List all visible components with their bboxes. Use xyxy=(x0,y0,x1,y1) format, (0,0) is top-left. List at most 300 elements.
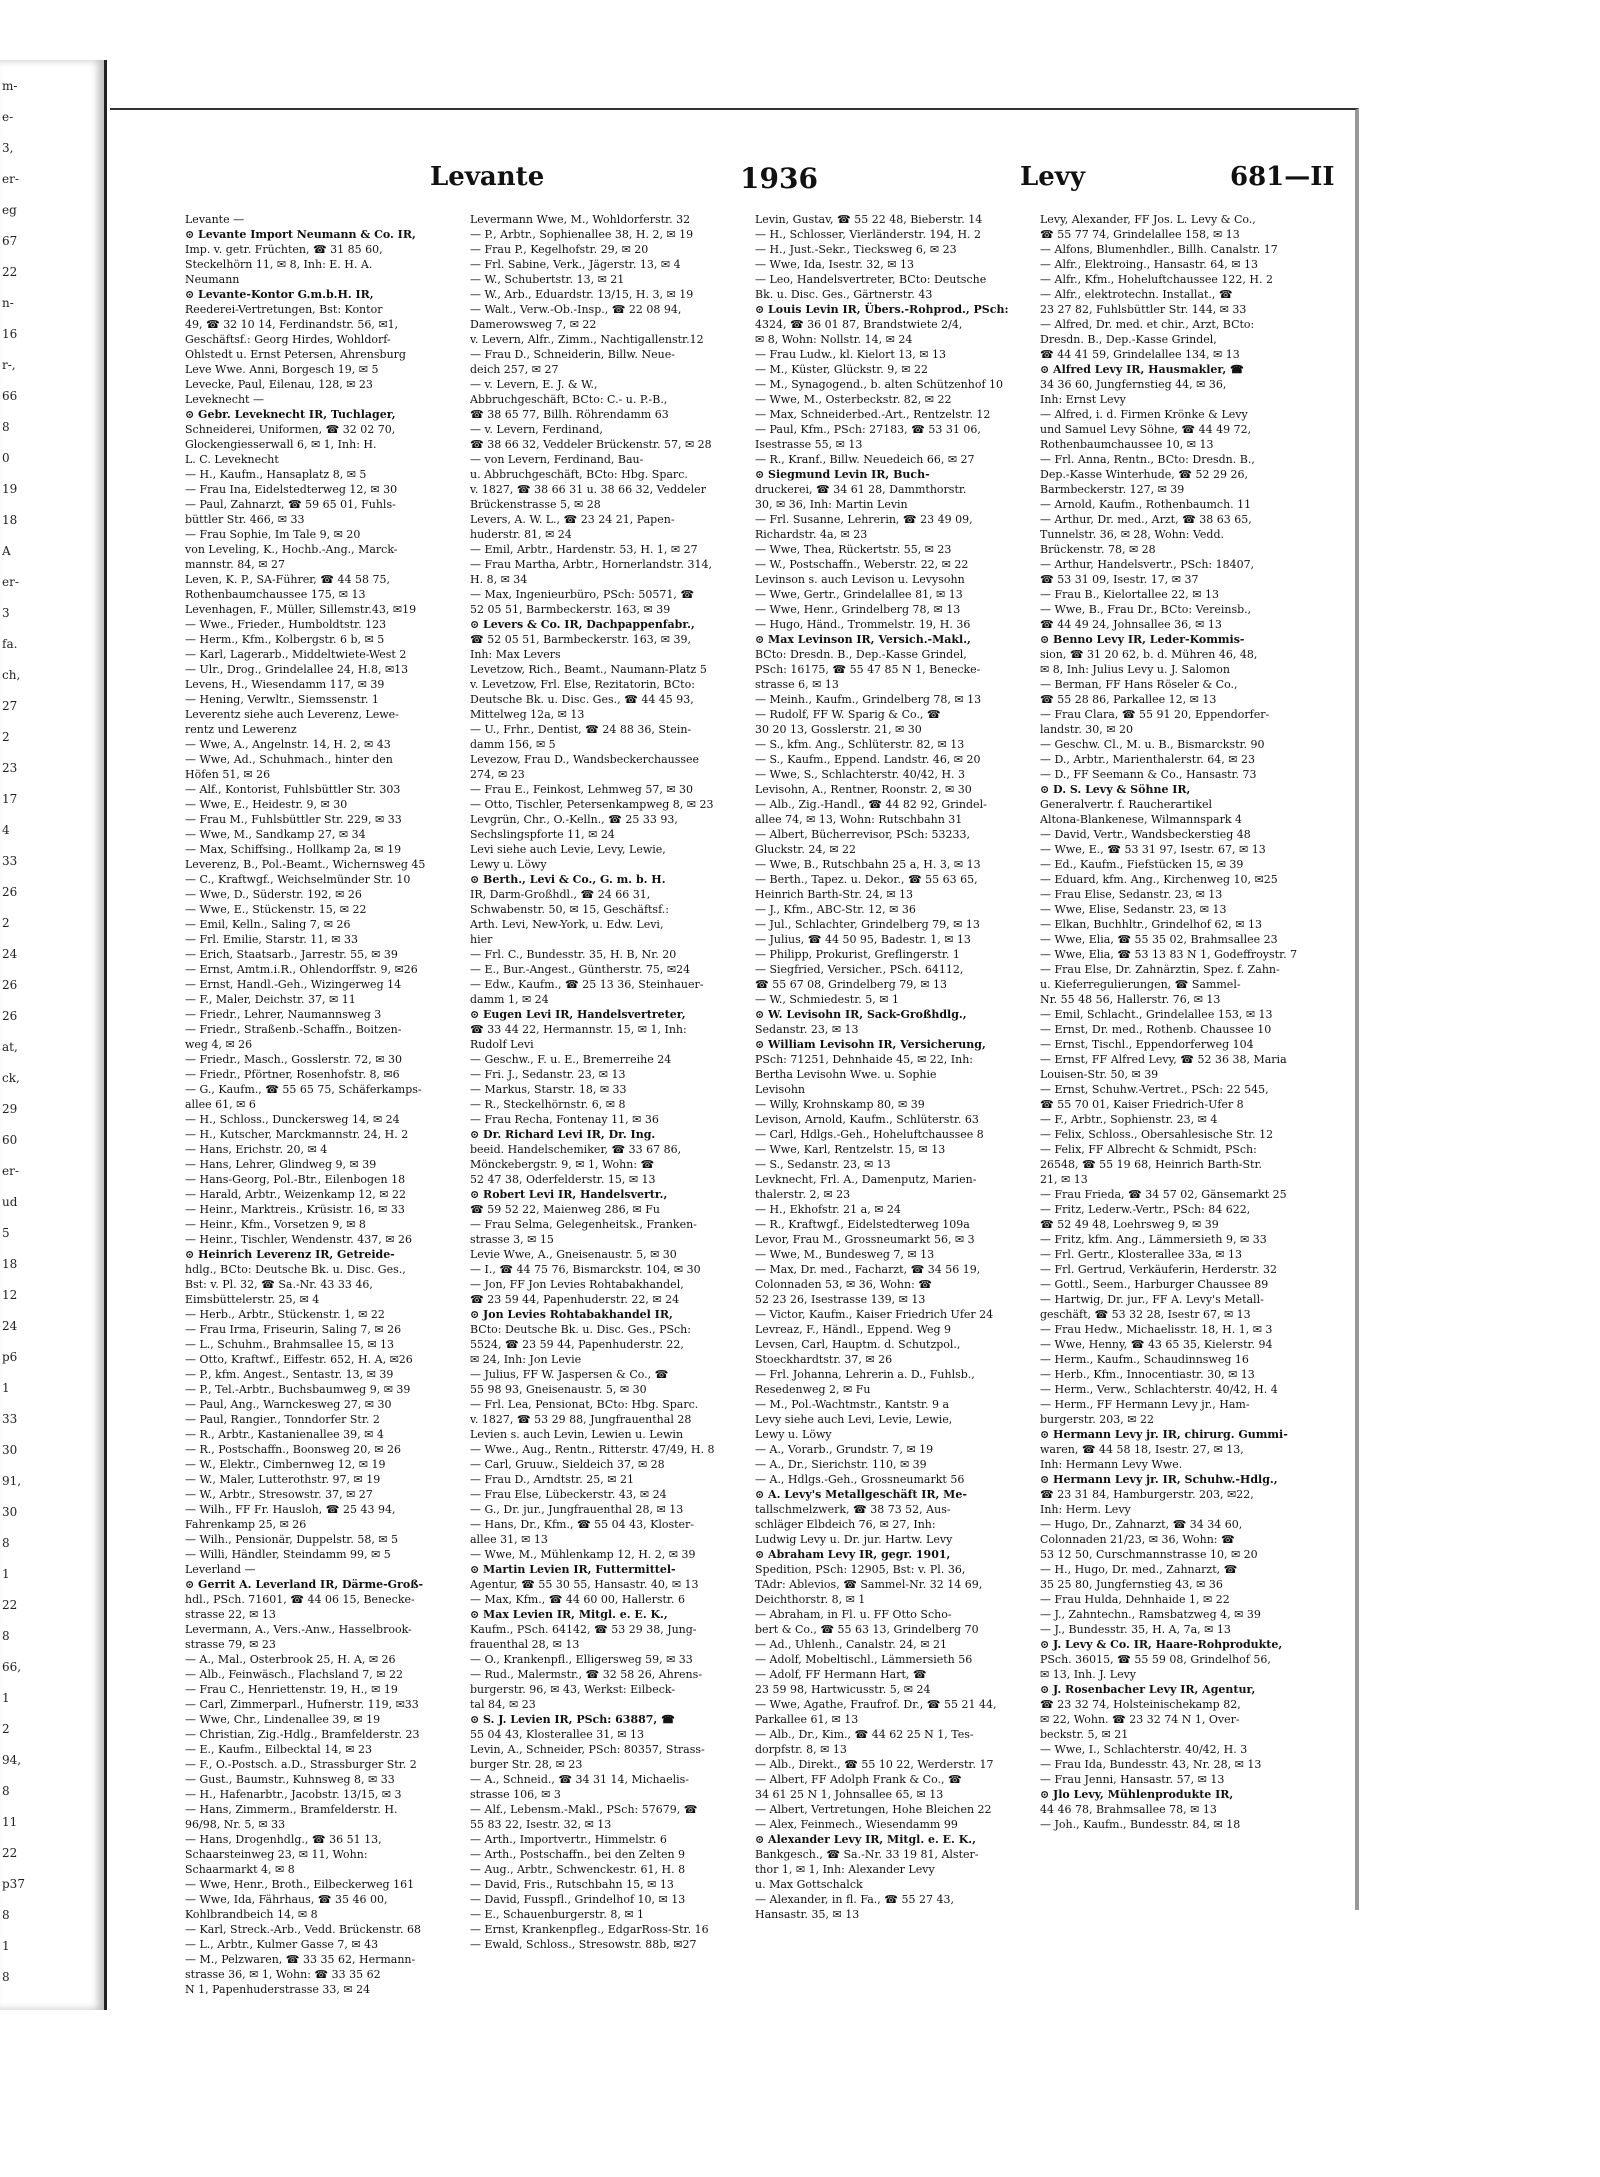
directory-entry-line: Colonnaden 21/23, ✉ 36, Wohn: ☎ xyxy=(1040,1533,1235,1546)
directory-entry-line: — Gottl., Seem., Harburger Chaussee 89 xyxy=(1040,1278,1269,1291)
directory-entry-line: — Alf., Lebensm.-Makl., PSch: 57679, ☎ xyxy=(470,1803,698,1816)
directory-entry-line: — Friedr., Masch., Gosslerstr. 72, ✉ 30 xyxy=(185,1053,402,1066)
directory-entry-line: Levezow, Frau D., Wandsbeckerchaussee xyxy=(470,753,700,766)
directory-entry-line: — Frau Martha, Arbtr., Hornerlandstr. 314, xyxy=(470,558,712,571)
directory-entry-line: Leven, K. P., SA-Führer, ☎ 44 58 75, xyxy=(185,573,390,586)
margin-fragment: er- xyxy=(2,575,19,589)
directory-entry-line: Imp. v. getr. Früchten, ☎ 31 85 60, xyxy=(185,243,383,256)
directory-entry-line: Richardstr. 4a, ✉ 23 xyxy=(755,528,868,541)
directory-entry-line: — L., Arbtr., Kulmer Gasse 7, ✉ 43 xyxy=(185,1938,379,1951)
directory-entry-line: — Karl, Streck.-Arb., Vedd. Brückenstr. 68 xyxy=(185,1923,422,1936)
margin-fragment: 11 xyxy=(2,1815,18,1829)
header-first-entry: Levante xyxy=(430,162,545,192)
margin-fragment: er- xyxy=(2,1164,19,1178)
directory-entry-line: — Alb., Dr., Kim., ☎ 44 62 25 N 1, Tes- xyxy=(755,1728,974,1741)
directory-entry-line: — Ewald, Schloss., Stresowstr. 88b, ✉27 xyxy=(470,1938,697,1951)
directory-entry-line: — Philipp, Prokurist, Greflingerstr. 1 xyxy=(755,948,960,961)
directory-entry-line: — Heinr., Marktreis., Krüsistr. 16, ✉ 33 xyxy=(185,1203,405,1216)
directory-entry-line: — E., Schauenburgerstr. 8, ✉ 1 xyxy=(470,1908,645,1921)
directory-entry-line: — Paul, Ang., Warnckesweg 27, ✉ 30 xyxy=(185,1398,392,1411)
directory-entry-line: — Willy, Krohnskamp 80, ✉ 39 xyxy=(755,1098,925,1111)
directory-entry-line: — Alfr., Kfm., Hoheluftchaussee 122, H. 2 xyxy=(1040,273,1273,286)
directory-entry-line: u. Abbruchgeschäft, BCto: Hbg. Sparc. xyxy=(470,468,688,481)
directory-entry-line: — Eduard, kfm. Ang., Kirchenweg 10, ✉25 xyxy=(1040,873,1278,886)
directory-entry-line: — Wwe, Elia, ☎ 53 13 83 N 1, Godeffroystr. 7 xyxy=(1040,948,1298,961)
directory-entry-line: — Hartwig, Dr. jur., FF A. Levy's Metall- xyxy=(1040,1293,1264,1306)
directory-entry-line: — Wwe, Agathe, Fraufrof. Dr., ☎ 55 21 44, xyxy=(755,1698,997,1711)
directory-entry-line: — Fri. J., Sedanstr. 23, ✉ 13 xyxy=(470,1068,626,1081)
directory-entry-line: tallschmelzwerk, ☎ 38 73 52, Aus- xyxy=(755,1503,951,1516)
directory-entry-line: Levi siehe auch Levie, Levy, Lewie, xyxy=(470,843,666,856)
directory-entry-line: — P., Arbtr., Sophienallee 38, H. 2, ✉ 19 xyxy=(470,228,694,241)
directory-entry-line: — Max, Dr. med., Facharzt, ☎ 34 56 19, xyxy=(755,1263,981,1276)
header-year: 1936 xyxy=(740,162,818,195)
directory-entry-line: — F., Maler, Deichstr. 37, ✉ 11 xyxy=(185,993,356,1006)
directory-entry-line: Schneiderei, Uniformen, ☎ 32 02 70, xyxy=(185,423,396,436)
directory-entry-line: allee 61, ✉ 6 xyxy=(185,1098,256,1111)
directory-entry-line: beeid. Handelschemiker, ☎ 33 67 86, xyxy=(470,1143,682,1156)
directory-entry-line: — Wwe, Henr., Broth., Eilbeckerweg 161 xyxy=(185,1878,415,1891)
directory-entry-line: damm 1, ✉ 24 xyxy=(470,993,549,1006)
margin-fragment: ud xyxy=(2,1195,18,1209)
directory-entry-line: — W., Arbtr., Stresowstr. 37, ✉ 27 xyxy=(185,1488,373,1501)
margin-fragment: 17 xyxy=(2,792,18,806)
directory-entry-line: — Hans, Drogenhdlg., ☎ 36 51 13, xyxy=(185,1833,382,1846)
directory-entry-line: Levor, Frau M., Grossneumarkt 56, ✉ 3 xyxy=(755,1233,975,1246)
directory-entry-line: burger Str. 28, ✉ 23 xyxy=(470,1758,583,1771)
directory-entry-line: Levie Wwe, A., Gneisenaustr. 5, ✉ 30 xyxy=(470,1248,677,1261)
margin-fragment: 23 xyxy=(2,761,18,775)
directory-entry-line: — S., Kaufm., Eppend. Landstr. 46, ✉ 20 xyxy=(755,753,981,766)
directory-entry-line: Levenhagen, F., Müller, Sillemstr.43, ✉19 xyxy=(185,603,417,616)
directory-entry-line: — Herb., Kfm., Innocentiastr. 30, ✉ 13 xyxy=(1040,1368,1255,1381)
directory-entry-line: Agentur, ☎ 55 30 55, Hansastr. 40, ✉ 13 xyxy=(470,1578,699,1591)
directory-entry-line: Levsen, Carl, Hauptm. d. Schutzpol., xyxy=(755,1338,961,1351)
directory-entry-line: — Julius, ☎ 44 50 95, Badestr. 1, ✉ 13 xyxy=(755,933,971,946)
directory-entry-line: Levreaz, F., Händl., Eppend. Weg 9 xyxy=(755,1323,952,1336)
directory-entry-line: ✉ 24, Inh: Jon Levie xyxy=(470,1353,582,1366)
margin-fragment: 16 xyxy=(2,327,18,341)
directory-entry-line: strasse 6, ✉ 13 xyxy=(755,678,839,691)
directory-entry-line: — Alfons, Blumenhdler., Billh. Canalstr. 17 xyxy=(1040,243,1278,256)
directory-entry-line: Rothenbaumchaussee 175, ✉ 13 xyxy=(185,588,366,601)
directory-entry-line: — Felix, FF Albrecht & Schmidt, PSch: xyxy=(1040,1143,1257,1156)
directory-entry-line: — David, Vertr., Wandsbeckerstieg 48 xyxy=(1040,828,1251,841)
directory-entry-line: — Carl, Hdlgs.-Geh., Hoheluftchaussee 8 xyxy=(755,1128,984,1141)
directory-entry-line: ⊙ Eugen Levi IR, Handelsvertreter, xyxy=(470,1008,686,1021)
directory-entry-line: Bk. u. Disc. Ges., Gärtnerstr. 43 xyxy=(755,288,933,301)
directory-entry-line: Deutsche Bk. u. Disc. Ges., ☎ 44 45 93, xyxy=(470,693,694,706)
directory-entry-line: — Max, Schneiderbed.-Art., Rentzelstr. 12 xyxy=(755,408,991,421)
directory-entry-line: dorpfstr. 8, ✉ 13 xyxy=(755,1743,847,1756)
directory-entry-line: — Frl. Sabine, Verk., Jägerstr. 13, ✉ 4 xyxy=(470,258,681,271)
directory-entry-line: — Adolf, Mobeltischl., Lämmersieth 56 xyxy=(755,1653,973,1666)
directory-entry-line: ⊙ Levers & Co. IR, Dachpappenfabr., xyxy=(470,618,695,631)
directory-entry-line: — C., Kraftwgf., Weichselmünder Str. 10 xyxy=(185,873,411,886)
directory-entry-line: ⊙ Martin Levien IR, Futtermittel- xyxy=(470,1563,676,1576)
directory-entry-line: ☎ 53 31 09, Isestr. 17, ✉ 37 xyxy=(1040,573,1199,586)
directory-entry-line: ☎ 23 32 74, Holsteinischekamp 82, xyxy=(1040,1698,1241,1711)
directory-entry-line: — Aug., Arbtr., Schwenckestr. 61, H. 8 xyxy=(470,1863,686,1876)
directory-entry-line: ⊙ Jon Levies Rohtabakhandel IR, xyxy=(470,1308,673,1321)
directory-entry-line: — Frau Sophie, Im Tale 9, ✉ 20 xyxy=(185,528,361,541)
directory-entry-line: waren, ☎ 44 58 18, Isestr. 27, ✉ 13, xyxy=(1040,1443,1244,1456)
directory-entry-line: v. Levern, Alfr., Zimm., Nachtigallenstr.12 xyxy=(470,333,704,346)
directory-entry-line: — Friedr., Straßenb.-Schaffn., Boitzen- xyxy=(185,1023,402,1036)
margin-fragment: 22 xyxy=(2,1846,18,1860)
margin-fragment: p37 xyxy=(2,1877,25,1891)
directory-entry-line: v. 1827, ☎ 53 29 88, Jungfrauenthal 28 xyxy=(470,1413,692,1426)
directory-entry-line: — M., Synagogend., b. alten Schützenhof 10 xyxy=(755,378,1004,391)
directory-entry-line: — Ernst, FF Alfred Levy, ☎ 52 36 38, Maria xyxy=(1040,1053,1287,1066)
directory-entry-line: — W., Schmiedestr. 5, ✉ 1 xyxy=(755,993,899,1006)
margin-fragment: 26 xyxy=(2,978,18,992)
directory-entry-line: — Alb., Direkt., ☎ 55 10 22, Werderstr. 17 xyxy=(755,1758,994,1771)
directory-entry-line: — Albert, Bücherrevisor, PSch: 53233, xyxy=(755,828,971,841)
directory-entry-line: Inh: Max Levers xyxy=(470,648,561,661)
directory-entry-line: — H., Schlosser, Vierländerstr. 194, H. 2 xyxy=(755,228,982,241)
margin-fragment: 1 xyxy=(2,1691,10,1705)
directory-entry-line: ⊙ Alfred Levy IR, Hausmakler, ☎ xyxy=(1040,363,1244,376)
directory-entry-line: — Wwe, I., Schlachterstr. 40/42, H. 3 xyxy=(1040,1743,1248,1756)
directory-entry-line: — Jul., Schlachter, Grindelberg 79, ✉ 13 xyxy=(755,918,980,931)
directory-entry-line: 55 04 43, Klosterallee 31, ✉ 13 xyxy=(470,1728,644,1741)
directory-entry-line: — Frau P., Kegelhofstr. 29, ✉ 20 xyxy=(470,243,649,256)
directory-entry-line: — W., Elektr., Cimbernweg 12, ✉ 19 xyxy=(185,1458,386,1471)
directory-entry-line: thor 1, ✉ 1, Inh: Alexander Levy xyxy=(755,1863,935,1876)
directory-entry-line: Levgrün, Chr., O.-Kelln., ☎ 25 33 93, xyxy=(470,813,678,826)
directory-entry-line: — Friedr., Lehrer, Naumannsweg 3 xyxy=(185,1008,382,1021)
directory-entry-line: — Gust., Baumstr., Kuhnsweg 8, ✉ 33 xyxy=(185,1773,395,1786)
directory-entry-line: 23 27 82, Fuhlsbüttler Str. 144, ✉ 33 xyxy=(1040,303,1247,316)
directory-entry-line: Leverland — xyxy=(185,1563,256,1576)
directory-entry-line: — Emil, Arbtr., Hardenstr. 53, H. 1, ✉ 27 xyxy=(470,543,698,556)
directory-entry-line: Levison, Arnold, Kaufm., Schlüterstr. 63 xyxy=(755,1113,979,1126)
directory-entry-line: — Ad., Uhlenh., Canalstr. 24, ✉ 21 xyxy=(755,1638,947,1651)
directory-entry-line: 52 23 26, Isestrasse 139, ✉ 13 xyxy=(755,1293,926,1306)
margin-fragment: m- xyxy=(2,79,18,93)
margin-fragment: 5 xyxy=(2,1226,10,1240)
directory-entry-line: ⊙ Levante-Kontor G.m.b.H. IR, xyxy=(185,288,374,301)
directory-entry-line: druckerei, ☎ 34 61 28, Dammthorstr. xyxy=(755,483,967,496)
directory-entry-line: — Elkan, Buchhltr., Grindelhof 62, ✉ 13 xyxy=(1040,918,1263,931)
directory-entry-line: — Herm., Kfm., Kolbergstr. 6 b, ✉ 5 xyxy=(185,633,385,646)
directory-entry-line: Levy siehe auch Levi, Levie, Lewie, xyxy=(755,1413,953,1426)
directory-entry-line: 55 98 93, Gneisenaustr. 5, ✉ 30 xyxy=(470,1383,647,1396)
margin-fragment: 91, xyxy=(2,1474,22,1488)
directory-entry-line: Sedanstr. 23, ✉ 13 xyxy=(755,1023,859,1036)
directory-entry-line: Lewy u. Löwy xyxy=(755,1428,832,1441)
directory-entry-line: — Rud., Malermstr., ☎ 32 58 26, Ahrens- xyxy=(470,1668,702,1681)
directory-entry-line: — R., Postschaffn., Boonsweg 20, ✉ 26 xyxy=(185,1443,401,1456)
directory-entry-line: — Ed., Kaufm., Fiefstücken 15, ✉ 39 xyxy=(1040,858,1244,871)
directory-entry-line: ⊙ Dr. Richard Levi IR, Dr. Ing. xyxy=(470,1128,656,1141)
directory-entry-line: — Arth., Postschaffn., bei den Zelten 9 xyxy=(470,1848,686,1861)
directory-entry-line: Lewy u. Löwy xyxy=(470,858,547,871)
directory-entry-line: Arth. Levi, New-York, u. Edw. Levi, xyxy=(470,918,664,931)
directory-entry-line: — Frl. Lea, Pensionat, BCto: Hbg. Sparc. xyxy=(470,1398,699,1411)
directory-entry-line: — Wwe, B., Frau Dr., BCto: Vereinsb., xyxy=(1040,603,1252,616)
directory-entry-line: — Max, Kfm., ☎ 44 60 00, Hallerstr. 6 xyxy=(470,1593,685,1606)
margin-fragment: 60 xyxy=(2,1133,18,1147)
directory-entry-line: — P., Tel.-Arbtr., Buchsbaumweg 9, ✉ 39 xyxy=(185,1383,411,1396)
directory-entry-line: Resedenweg 2, ✉ Fu xyxy=(755,1383,871,1396)
directory-entry-line: ☎ 55 70 01, Kaiser Friedrich-Ufer 8 xyxy=(1040,1098,1244,1111)
directory-entry-line: Leverenz, B., Pol.-Beamt., Wichernsweg 45 xyxy=(185,858,426,871)
directory-entry-line: — Markus, Starstr. 18, ✉ 33 xyxy=(470,1083,627,1096)
directory-entry-line: — Paul, Rangier., Tonndorfer Str. 2 xyxy=(185,1413,380,1426)
directory-entry-line: ☎ 44 41 59, Grindelallee 134, ✉ 13 xyxy=(1040,348,1240,361)
directory-entry-line: — Frau Elise, Sedanstr. 23, ✉ 13 xyxy=(1040,888,1223,901)
margin-fragment: 1 xyxy=(2,1381,10,1395)
directory-entry-line: ⊙ William Levisohn IR, Versicherung, xyxy=(755,1038,986,1051)
directory-entry-line: — Frau M., Fuhlsbüttler Str. 229, ✉ 33 xyxy=(185,813,402,826)
directory-entry-line: — Frl. Johanna, Lehrerin a. D., Fuhlsb., xyxy=(755,1368,975,1381)
directory-entry-line: ✉ 8, Wohn: Nollstr. 14, ✉ 24 xyxy=(755,333,913,346)
directory-entry-line: PSch. 36015, ☎ 55 59 08, Grindelhof 56, xyxy=(1040,1653,1271,1666)
directory-entry-line: strasse 36, ✉ 1, Wohn: ☎ 33 35 62 xyxy=(185,1968,381,1981)
margin-fragment: 2 xyxy=(2,730,10,744)
directory-entry-line: allee 31, ✉ 13 xyxy=(470,1533,548,1546)
directory-entry-line: — Max, Schiffsing., Hollkamp 2a, ✉ 19 xyxy=(185,843,402,856)
directory-entry-line: ☎ 38 66 32, Veddeler Brückenstr. 57, ✉ 28 xyxy=(470,438,712,451)
directory-entry-line: — F., O.-Postsch. a.D., Strassburger Str. 2 xyxy=(185,1758,417,1771)
margin-fragment: 12 xyxy=(2,1288,18,1302)
column-3 xyxy=(755,212,1035,1921)
directory-entry-line: H. 8, ✉ 34 xyxy=(470,573,528,586)
directory-entry-line: Levens, H., Wiesendamm 117, ✉ 39 xyxy=(185,678,385,691)
directory-entry-line: — Wwe, E., Stückenstr. 15, ✉ 22 xyxy=(185,903,367,916)
directory-entry-line: rentz und Lewerenz xyxy=(185,723,297,736)
margin-fragment: e- xyxy=(2,110,14,124)
directory-entry-line: — David, Fris., Rutschbahn 15, ✉ 13 xyxy=(470,1878,674,1891)
directory-entry-line: 5524, ☎ 23 59 44, Papenhuderstr. 22, xyxy=(470,1338,684,1351)
directory-entry-line: ⊙ J. Levy & Co. IR, Haare-Rohprodukte, xyxy=(1040,1638,1283,1651)
directory-entry-line: — Wwe, E., Heidestr. 9, ✉ 30 xyxy=(185,798,348,811)
directory-entry-line: Dresdn. B., Dep.-Kasse Grindel, xyxy=(1040,333,1217,346)
directory-entry-line: — Abraham, in Fl. u. FF Otto Scho- xyxy=(755,1608,952,1621)
directory-entry-line: Steckelhörn 11, ✉ 8, Inh: E. H. A. xyxy=(185,258,373,271)
directory-entry-line: 44 46 78, Brahmsallee 78, ✉ 13 xyxy=(1040,1803,1217,1816)
directory-entry-line: 4324, ☎ 36 01 87, Brandstwiete 2/4, xyxy=(755,318,963,331)
margin-fragment: 1 xyxy=(2,1939,10,1953)
directory-entry-line: — Leo, Handelsvertreter, BCto: Deutsche xyxy=(755,273,987,286)
directory-entry-line: hdlg., BCto: Deutsche Bk. u. Disc. Ges., xyxy=(185,1263,406,1276)
margin-fragment: 8 xyxy=(2,420,10,434)
directory-entry-line: 34 36 60, Jungfernstieg 44, ✉ 36, xyxy=(1040,378,1227,391)
directory-entry-line: Geschäftsf.: Georg Hirdes, Wohldorf- xyxy=(185,333,391,346)
margin-fragment: 66 xyxy=(2,389,18,403)
directory-entry-line: Schaarsteinweg 23, ✉ 11, Wohn: xyxy=(185,1848,368,1861)
directory-entry-line: 49, ☎ 32 10 14, Ferdinandstr. 56, ✉1, xyxy=(185,318,399,331)
directory-entry-line: — Siegfried, Versicher., PSch. 64112, xyxy=(755,963,964,976)
directory-entry-line: — Alfr., elektrotechn. Installat., ☎ xyxy=(1040,288,1233,301)
directory-entry-line: — Wwe, D., Süderstr. 192, ✉ 26 xyxy=(185,888,362,901)
directory-entry-line: — Christian, Zig.-Hdlg., Bramfelderstr. 23 xyxy=(185,1728,420,1741)
directory-entry-line: — Victor, Kaufm., Kaiser Friedrich Ufer 24 xyxy=(755,1308,994,1321)
directory-entry-line: Levetzow, Rich., Beamt., Naumann-Platz 5 xyxy=(470,663,707,676)
directory-entry-line: Brückenstrasse 5, ✉ 28 xyxy=(470,498,601,511)
directory-entry-line: — Wwe, Karl, Rentzelstr. 15, ✉ 13 xyxy=(755,1143,946,1156)
directory-entry-line: Kaufm., PSch. 64142, ☎ 53 29 38, Jung- xyxy=(470,1623,697,1636)
margin-fragment: A xyxy=(2,544,11,558)
directory-entry-line: — Frau Hulda, Dehnhaide 1, ✉ 22 xyxy=(1040,1593,1230,1606)
directory-entry-line: — v. Levern, E. J. & W., xyxy=(470,378,598,391)
directory-entry-line: — David, Fusspfl., Grindelhof 10, ✉ 13 xyxy=(470,1893,686,1906)
directory-entry-line: — Ernst, Dr. med., Rothenb. Chaussee 10 xyxy=(1040,1023,1272,1036)
directory-entry-line: — Otto, Kraftwf., Eiffestr. 652, H. A, ✉26 xyxy=(185,1353,413,1366)
directory-entry-line: ⊙ Siegmund Levin IR, Buch- xyxy=(755,468,930,481)
directory-entry-line: — U., Frhr., Dentist, ☎ 24 88 36, Stein- xyxy=(470,723,692,736)
directory-entry-line: ☎ 33 44 22, Hermannstr. 15, ✉ 1, Inh: xyxy=(470,1023,687,1036)
directory-entry-line: Levy, Alexander, FF Jos. L. Levy & Co., xyxy=(1040,213,1256,226)
directory-entry-line: BCto: Dresdn. B., Dep.-Kasse Grindel, xyxy=(755,648,967,661)
directory-entry-line: sion, ☎ 31 20 62, b. d. Mühren 46, 48, xyxy=(1040,648,1258,661)
directory-entry-line: — Frau Else, Dr. Zahnärztin, Spez. f. Zahn- xyxy=(1040,963,1280,976)
directory-entry-line: — G., Kaufm., ☎ 55 65 75, Schäferkamps- xyxy=(185,1083,422,1096)
directory-entry-line: — Frl. Susanne, Lehrerin, ☎ 23 49 09, xyxy=(755,513,973,526)
directory-entry-line: ⊙ S. J. Levien IR, PSch: 63887, ☎ xyxy=(470,1713,675,1726)
directory-entry-line: — Alf., Kontorist, Fuhlsbüttler Str. 303 xyxy=(185,783,401,796)
directory-entry-line: — Wwe, Henr., Grindelberg 78, ✉ 13 xyxy=(755,603,961,616)
directory-entry-line: — Frau Ina, Eidelstedterweg 12, ✉ 30 xyxy=(185,483,398,496)
directory-entry-line: — Wwe., Aug., Rentn., Ritterstr. 47/49, H. 8 xyxy=(470,1443,715,1456)
directory-entry-line: — Felix, Schloss., Obersahlesische Str. 12 xyxy=(1040,1128,1274,1141)
directory-entry-line: — Frau Clara, ☎ 55 91 20, Eppendorfer- xyxy=(1040,708,1270,721)
directory-entry-line: ⊙ D. S. Levy & Söhne IR, xyxy=(1040,783,1191,796)
directory-entry-line: ☎ 23 31 84, Hamburgerstr. 203, ✉22, xyxy=(1040,1488,1254,1501)
directory-entry-line: — Geschw., F. u. E., Bremerreihe 24 xyxy=(470,1053,672,1066)
directory-entry-line: Levisohn, A., Rentner, Roonstr. 2, ✉ 30 xyxy=(755,783,972,796)
directory-entry-line: weg 4, ✉ 26 xyxy=(185,1038,253,1051)
directory-entry-line: — Arthur, Handelsvertr., PSch: 18407, xyxy=(1040,558,1255,571)
directory-entry-line: — Emil, Schlacht., Grindelallee 153, ✉ 13 xyxy=(1040,1008,1273,1021)
directory-entry-line: — M., Pol.-Wachtmstr., Kantstr. 9 a xyxy=(755,1398,950,1411)
directory-entry-line: — S., kfm. Ang., Schlüterstr. 82, ✉ 13 xyxy=(755,738,965,751)
previous-page-edge xyxy=(0,60,107,2010)
margin-fragment: 8 xyxy=(2,1908,10,1922)
directory-entry-line: — Wwe, M., Osterbeckstr. 82, ✉ 22 xyxy=(755,393,952,406)
directory-entry-line: — W., Arb., Eduardstr. 13/15, H. 3, ✉ 19 xyxy=(470,288,694,301)
directory-entry-line: — Frau E., Feinkost, Lehmweg 57, ✉ 30 xyxy=(470,783,694,796)
directory-entry-line: — H., Hafenarbtr., Jacobstr. 13/15, ✉ 3 xyxy=(185,1788,402,1801)
directory-entry-line: — F., Arbtr., Sophienstr. 23, ✉ 4 xyxy=(1040,1113,1218,1126)
column-2 xyxy=(470,212,750,1951)
directory-entry-line: — Wwe, Gertr., Grindelallee 81, ✉ 13 xyxy=(755,588,963,601)
directory-entry-line: — Hans, Erichstr. 20, ✉ 4 xyxy=(185,1143,328,1156)
directory-entry-line: — Ernst, Krankenpfleg., EdgarRoss-Str. 16 xyxy=(470,1923,709,1936)
directory-entry-line: PSch: 16175, ☎ 55 47 85 N 1, Benecke- xyxy=(755,663,981,676)
directory-entry-line: Mittelweg 12a, ✉ 13 xyxy=(470,708,585,721)
directory-entry-line: und Samuel Levy Söhne, ☎ 44 49 72, xyxy=(1040,423,1252,436)
margin-fragment: 29 xyxy=(2,1102,18,1116)
running-header xyxy=(110,162,1355,200)
directory-entry-line: ✉ 8, Inh: Julius Levy u. J. Salomon xyxy=(1040,663,1230,676)
directory-entry-line: Höfen 51, ✉ 26 xyxy=(185,768,271,781)
directory-entry-line: — W., Postschaffn., Weberstr. 22, ✉ 22 xyxy=(755,558,969,571)
directory-entry-line: — Ernst, Tischl., Eppendorferweg 104 xyxy=(1040,1038,1254,1051)
directory-entry-line: ⊙ Louis Levin IR, Übers.-Rohprod., PSch: xyxy=(755,303,1009,316)
directory-entry-line: Levin, A., Schneider, PSch: 80357, Strass- xyxy=(470,1743,705,1756)
directory-entry-line: Inh: Ernst Levy xyxy=(1040,393,1126,406)
directory-entry-line: BCto: Deutsche Bk. u. Disc. Ges., PSch: xyxy=(470,1323,691,1336)
directory-entry-line: Rothenbaumchaussee 10, ✉ 13 xyxy=(1040,438,1214,451)
directory-entry-line: Deichthorstr. 8, ✉ 1 xyxy=(755,1593,866,1606)
directory-entry-line: — Wwe, M., Mühlenkamp 12, H. 2, ✉ 39 xyxy=(470,1548,696,1561)
directory-entry-line: — H., Kutscher, Marckmannstr. 24, H. 2 xyxy=(185,1128,409,1141)
directory-entry-line: ⊙ J. Rosenbacher Levy IR, Agentur, xyxy=(1040,1683,1256,1696)
directory-entry-line: Ohlstedt u. Ernst Petersen, Ahrensburg xyxy=(185,348,406,361)
directory-entry-line: — H., Kaufm., Hansaplatz 8, ✉ 5 xyxy=(185,468,367,481)
directory-entry-line: — Berman, FF Hans Röseler & Co., xyxy=(1040,678,1238,691)
directory-entry-line: ☎ 23 59 44, Papenhuderstr. 22, ✉ 24 xyxy=(470,1293,680,1306)
directory-entry-line: — Wwe, Chr., Lindenallee 39, ✉ 19 xyxy=(185,1713,381,1726)
margin-fragment: 18 xyxy=(2,1257,18,1271)
directory-entry-line: deich 257, ✉ 27 xyxy=(470,363,559,376)
directory-entry-line: — Frl. Gertr., Klosterallee 33a, ✉ 13 xyxy=(1040,1248,1242,1261)
directory-entry-line: — Frau Jenni, Hansastr. 57, ✉ 13 xyxy=(1040,1773,1225,1786)
margin-fragment: 22 xyxy=(2,1598,18,1612)
margin-fragment: 94, xyxy=(2,1753,22,1767)
directory-entry-line: — Alfr., Elektroing., Hansastr. 64, ✉ 13 xyxy=(1040,258,1258,271)
directory-entry-line: — Carl, Zimmerparl., Hufnerstr. 119, ✉33 xyxy=(185,1698,419,1711)
directory-entry-line: — Wwe, Elia, ☎ 55 35 02, Brahmsallee 23 xyxy=(1040,933,1278,946)
directory-entry-line: — Frl. Anna, Rentn., BCto: Dresdn. B., xyxy=(1040,453,1255,466)
directory-entry-line: Levers, A. W. L., ☎ 23 24 21, Papen- xyxy=(470,513,675,526)
directory-entry-line: — Ernst, Schuhw.-Vertret., PSch: 22 545, xyxy=(1040,1083,1269,1096)
directory-entry-line: — W., Maler, Lutterothstr. 97, ✉ 19 xyxy=(185,1473,381,1486)
directory-entry-line: v. 1827, ☎ 38 66 31 u. 38 66 32, Veddeler xyxy=(470,483,706,496)
directory-entry-line: — R., Kranf., Billw. Neuedeich 66, ✉ 27 xyxy=(755,453,975,466)
directory-entry-line: Inh: Herm. Levy xyxy=(1040,1503,1131,1516)
header-last-entry: Levy xyxy=(1020,162,1086,192)
directory-entry-line: — Rudolf, FF W. Sparig & Co., ☎ xyxy=(755,708,941,721)
directory-entry-line: mannstr. 84, ✉ 27 xyxy=(185,558,285,571)
margin-fragment: 8 xyxy=(2,1970,10,1984)
directory-entry-line: frauenthal 28, ✉ 13 xyxy=(470,1638,580,1651)
directory-entry-line: — S., Sedanstr. 23, ✉ 13 xyxy=(755,1158,891,1171)
directory-entry-line: Bertha Levisohn Wwe. u. Sophie xyxy=(755,1068,937,1081)
directory-entry-line: ⊙ A. Levy's Metallgeschäft IR, Me- xyxy=(755,1488,967,1501)
directory-entry-line: — Paul, Kfm., PSch: 27183, ☎ 53 31 06, xyxy=(755,423,981,436)
directory-entry-line: — Jon, FF Jon Levies Rohtabakhandel, xyxy=(470,1278,684,1291)
directory-entry-line: Bankgesch., ☎ Sa.-Nr. 33 19 81, Alster- xyxy=(755,1848,979,1861)
directory-entry-line: ☎ 52 49 48, Loehrsweg 9, ✉ 39 xyxy=(1040,1218,1219,1231)
directory-entry-line: ☎ 55 77 74, Grindelallee 158, ✉ 13 xyxy=(1040,228,1240,241)
directory-entry-line: Levermann Wwe, M., Wohldorferstr. 32 xyxy=(470,213,691,226)
directory-entry-line: Barmbeckerstr. 127, ✉ 39 xyxy=(1040,483,1185,496)
directory-entry-line: 52 47 38, Oderfelderstr. 15, ✉ 13 xyxy=(470,1173,656,1186)
directory-entry-line: — Ernst, Handl.-Geh., Wizingerweg 14 xyxy=(185,978,402,991)
directory-entry-line: Eimsbüttelerstr. 25, ✉ 4 xyxy=(185,1293,320,1306)
directory-entry-line: — O., Krankenpfl., Elligersweg 59, ✉ 33 xyxy=(470,1653,693,1666)
directory-entry-line: — A., Mal., Osterbrook 25, H. A, ✉ 26 xyxy=(185,1653,396,1666)
directory-entry-line: Colonnaden 53, ✉ 36, Wohn: ☎ xyxy=(755,1278,932,1291)
directory-entry-line: — J., Kfm., ABC-Str. 12, ✉ 36 xyxy=(755,903,916,916)
directory-entry-line: — Albert, FF Adolph Frank & Co., ☎ xyxy=(755,1773,962,1786)
directory-entry-line: — Wwe, A., Angelnstr. 14, H. 2, ✉ 43 xyxy=(185,738,391,751)
directory-entry-line: ⊙ Heinrich Leverenz IR, Getreide- xyxy=(185,1248,395,1261)
directory-entry-line: — Joh., Kaufm., Bundesstr. 84, ✉ 18 xyxy=(1040,1818,1241,1831)
directory-entry-line: — Frl. C., Bundesstr. 35, H. B, Nr. 20 xyxy=(470,948,677,961)
directory-entry-line: — Albert, Vertretungen, Hohe Bleichen 22 xyxy=(755,1803,992,1816)
directory-entry-line: — Alexander, in fl. Fa., ☎ 55 27 43, xyxy=(755,1893,954,1906)
directory-entry-line: — Wwe, Henny, ☎ 43 65 35, Kielerstr. 94 xyxy=(1040,1338,1273,1351)
margin-fragment: 22 xyxy=(2,265,18,279)
directory-entry-line: — Paul, Zahnarzt, ☎ 59 65 01, Fuhls- xyxy=(185,498,396,511)
directory-entry-line: — A., Vorarb., Grundstr. 7, ✉ 19 xyxy=(755,1443,934,1456)
margin-fragment: 33 xyxy=(2,854,18,868)
